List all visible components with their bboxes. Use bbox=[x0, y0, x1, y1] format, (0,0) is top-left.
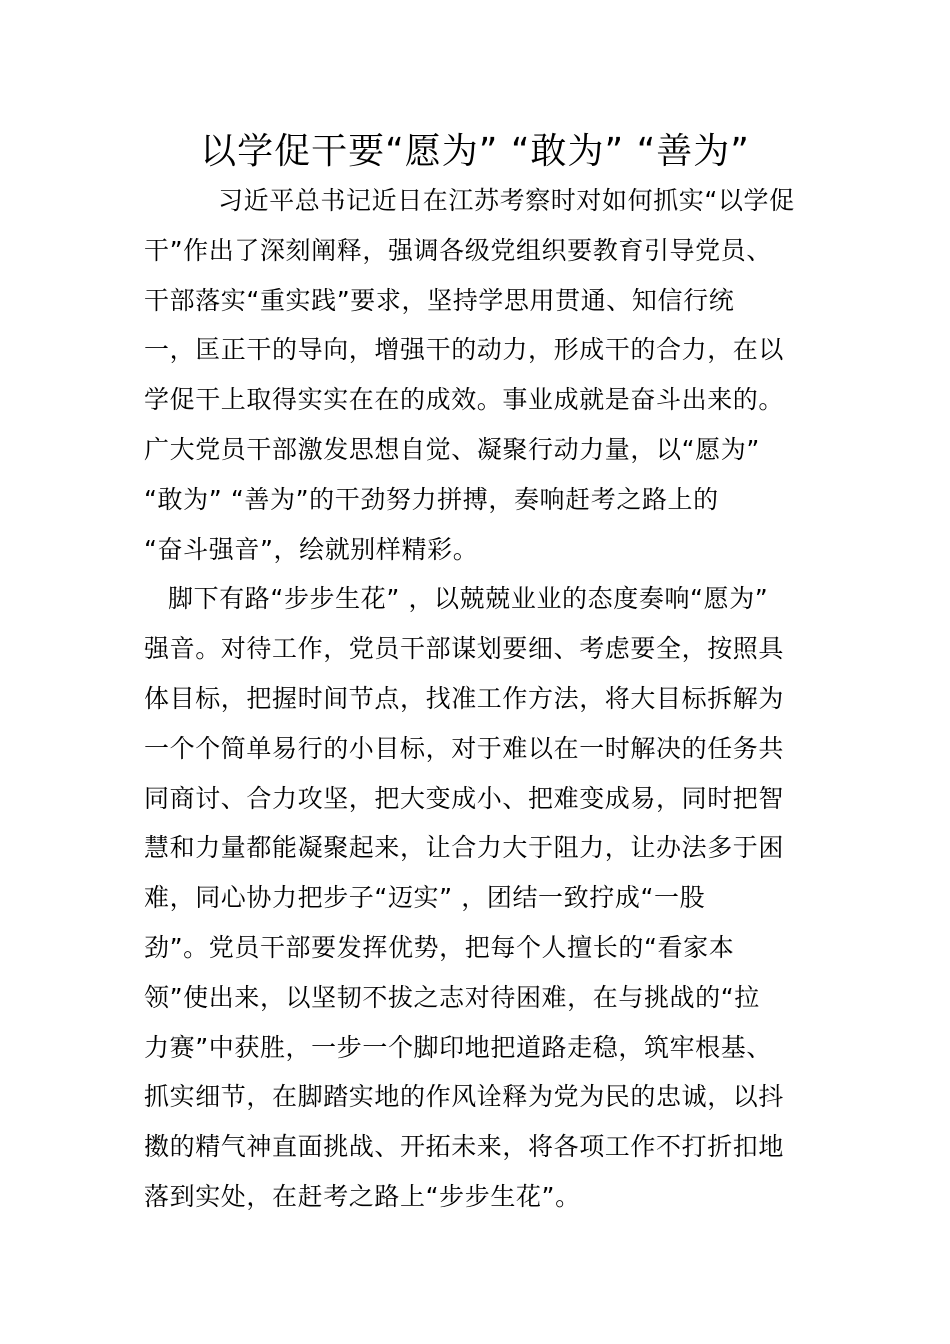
text-line: 慧和力量都能凝聚起来，让合力大于阻力，让办法多于困 bbox=[144, 833, 785, 863]
text-line: 学促干上取得实实在在的成效。事业成就是奋斗出来的。 bbox=[144, 385, 785, 415]
text-line: 领”使出来，以坚韧不拔之志对待困难，在与挑战的“拉 bbox=[144, 982, 760, 1012]
text-line: 脚下有路“步步生花” ，以兢兢业业的态度奏响“愿为” bbox=[168, 584, 769, 614]
text-line: 干”作出了深刻阐释，强调各级党组织要教育引导党员、 bbox=[144, 235, 772, 265]
text-line: 体目标，把握时间节点，找准工作方法，将大目标拆解为 bbox=[144, 683, 785, 713]
text-line: 力赛”中获胜，一步一个脚印地把道路走稳，筑牢根基、 bbox=[144, 1032, 772, 1062]
text-line: 抓实细节，在脚踏实地的作风诠释为党为民的忠诚，以抖 bbox=[144, 1082, 785, 1112]
document-body bbox=[144, 176, 810, 1222]
document-title: 以学促干要“愿为” “敢为” “善为” bbox=[200, 131, 750, 172]
text-line: 难，同心协力把步子“迈实” ，团结一致拧成“一股 bbox=[144, 883, 706, 913]
text-line: “奋斗强音”，绘就别样精彩。 bbox=[144, 534, 479, 564]
text-line: 一个个简单易行的小目标，对于难以在一时解决的任务共 bbox=[144, 733, 785, 763]
text-line: 劲”。党员干部要发挥优势，把每个人擅长的“看家本 bbox=[144, 932, 735, 962]
text-line: 一，匡正干的导向，增强干的动力，形成干的合力，在以 bbox=[144, 335, 785, 365]
text-line: 同商讨、合力攻坚，把大变成小、把难变成易，同时把智 bbox=[144, 783, 785, 813]
text-line: 强音。对待工作，党员干部谋划要细、考虑要全，按照具 bbox=[144, 634, 785, 664]
text-line: 习近平总书记近日在江苏考察时对如何抓实“以学促 bbox=[218, 186, 795, 215]
text-line: 广大党员干部激发思想自觉、凝聚行动力量，以“愿为” bbox=[144, 434, 760, 464]
text-line: 落到实处，在赶考之路上“步步生花”。 bbox=[144, 1181, 581, 1211]
text-line: “敢为” “善为”的干劲努力拼搏，奏响赶考之路上的 bbox=[144, 484, 719, 514]
text-line: 擞的精气神直面挑战、开拓未来，将各项工作不打折扣地 bbox=[144, 1132, 785, 1162]
text-line: 干部落实“重实践”要求，坚持学思用贯通、知信行统 bbox=[144, 285, 735, 315]
